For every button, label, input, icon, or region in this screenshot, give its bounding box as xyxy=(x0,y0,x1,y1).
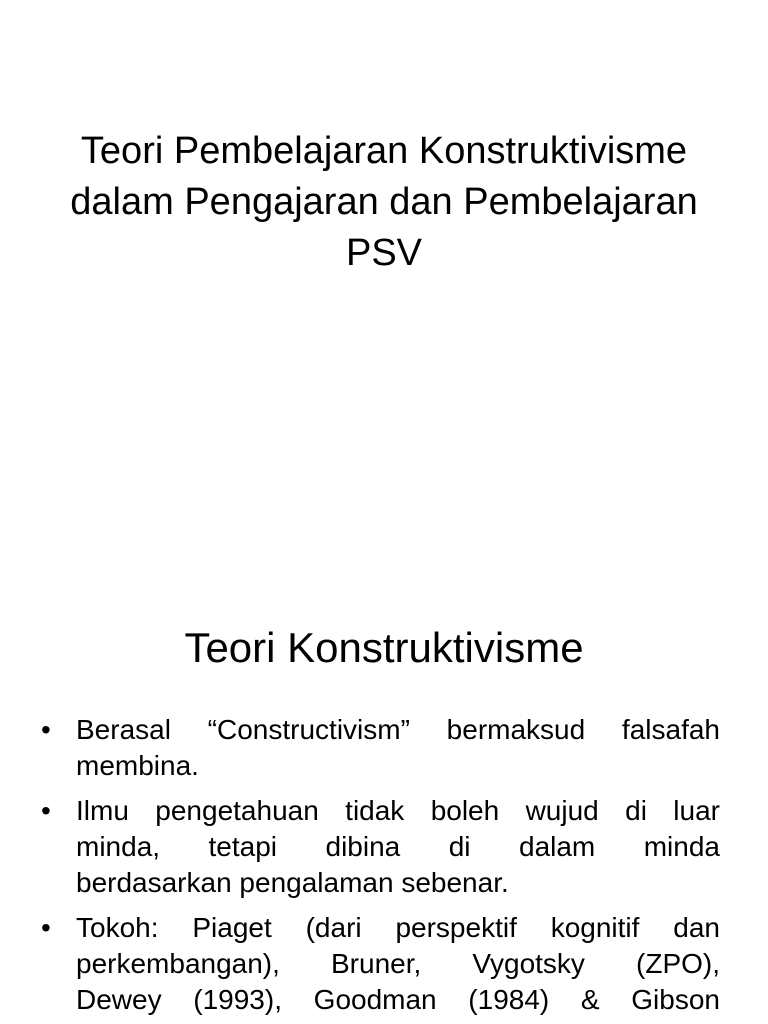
title-line: PSV xyxy=(345,232,423,274)
bullet-line: Ilmu pengetahuan tidak boleh wujud di luar xyxy=(76,795,720,826)
title-line: dalam Pengajaran dan Pembelajaran xyxy=(70,181,698,223)
bullet-text xyxy=(76,712,720,784)
title-line: Teori Pembelajaran Konstruktivisme xyxy=(80,130,688,172)
bullet-text xyxy=(76,793,720,901)
bullet-line: Dewey (1993), Goodman (1984) & Gibson xyxy=(76,984,720,1015)
bullet-text xyxy=(76,910,720,1018)
bullet-list xyxy=(0,712,768,1018)
bullet-dot: • xyxy=(41,795,51,826)
bullet-item xyxy=(0,910,768,1018)
bullet-line: membina. xyxy=(76,750,199,781)
presentation-title xyxy=(0,126,768,279)
bullet-line: Berasal “Constructivism” bermaksud falsafah xyxy=(76,714,720,745)
bullet-dot: • xyxy=(41,912,51,943)
bullet-line: berdasarkan pengalaman sebenar. xyxy=(76,867,509,898)
bullet-dot: • xyxy=(41,714,51,745)
bullet-item xyxy=(0,712,768,784)
bullet-item xyxy=(0,793,768,901)
slide-heading: Teori Konstruktivisme xyxy=(184,624,584,671)
slide-teori-konstruktivisme xyxy=(0,576,768,1024)
bullet-line: minda, tetapi dibina di dalam minda xyxy=(76,831,720,862)
bullet-line: perkembangan), Bruner, Vygotsky (ZPO), xyxy=(76,948,720,979)
bullet-line: Tokoh: Piaget (dari perspektif kognitif dan xyxy=(76,912,720,943)
